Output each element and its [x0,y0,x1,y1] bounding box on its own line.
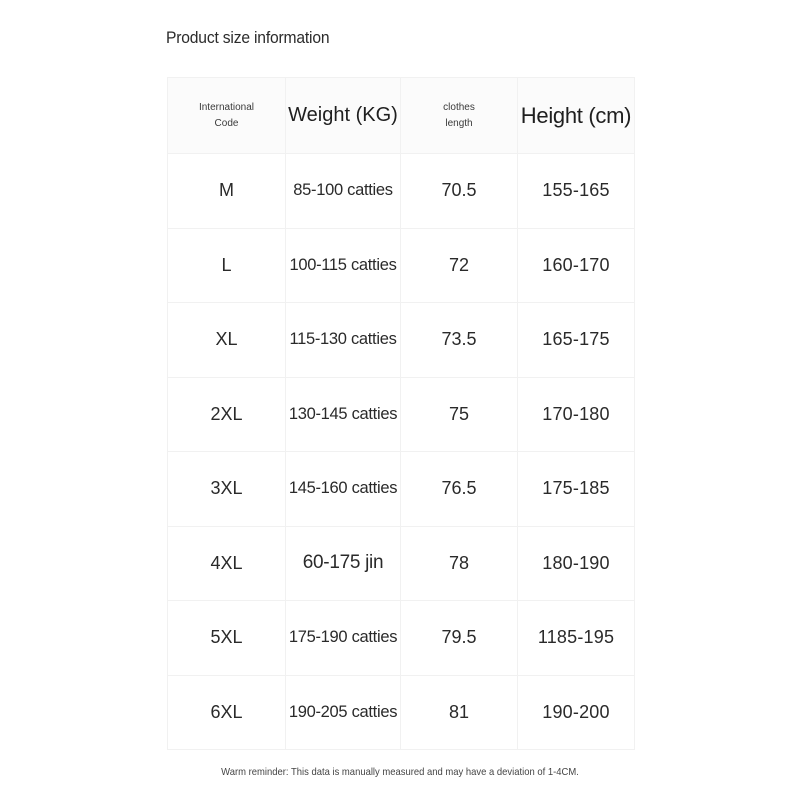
size-code-cell: 5XL [168,601,286,676]
header-clothes-length [401,78,518,154]
clothes-length-cell: 79.5 [401,601,518,676]
weight-cell: 130-145 catties [286,377,401,452]
clothes-length-cell: 78 [401,526,518,601]
page-title: Product size information [166,28,330,47]
height-cell: 1185-195 [518,601,635,676]
header-international-code [168,78,286,154]
header-international-code-label: International Code [198,101,255,129]
size-code-cell: 2XL [168,377,286,452]
table-row [168,377,635,452]
clothes-length-cell: 81 [401,675,518,749]
size-code-cell: XL [168,303,286,378]
size-code-cell: M [168,154,286,229]
table-row [168,303,635,378]
clothes-length-cell: 73.5 [401,303,518,378]
clothes-length-cell: 75 [401,377,518,452]
clothes-length-cell: 76.5 [401,452,518,527]
table-row [168,154,635,229]
weight-cell: 85-100 catties [286,154,401,229]
size-code-cell: L [168,228,286,303]
table-row [168,601,635,676]
height-cell: 155-165 [518,154,635,229]
height-cell: 180-190 [518,526,635,601]
table-row [168,675,635,749]
weight-cell: 175-190 catties [286,601,401,676]
size-code-cell: 6XL [168,675,286,749]
weight-cell: 190-205 catties [286,675,401,749]
header-height [518,78,635,154]
size-chart-table [167,77,635,750]
clothes-length-cell: 70.5 [401,154,518,229]
table-header-row [168,78,635,154]
header-weight-label: Weight (KG) [288,104,398,126]
height-cell: 160-170 [518,228,635,303]
header-height-label: Height (cm) [520,102,632,128]
header-weight [286,78,401,154]
height-cell: 170-180 [518,377,635,452]
weight-cell: 60-175 jin [286,526,401,601]
warm-reminder-note: Warm reminder: This data is manually measured and may have a deviation of 1-4CM. [221,766,579,778]
weight-cell: 145-160 catties [286,452,401,527]
weight-cell: 115-130 catties [286,303,401,378]
table-row [168,526,635,601]
height-cell: 165-175 [518,303,635,378]
weight-cell: 100-115 catties [286,228,401,303]
size-code-cell: 4XL [168,526,286,601]
table-row [168,452,635,527]
size-code-cell: 3XL [168,452,286,527]
height-cell: 175-185 [518,452,635,527]
clothes-length-cell: 72 [401,228,518,303]
height-cell: 190-200 [518,675,635,749]
header-clothes-length-label: clothes length [443,101,475,129]
table-row [168,228,635,303]
